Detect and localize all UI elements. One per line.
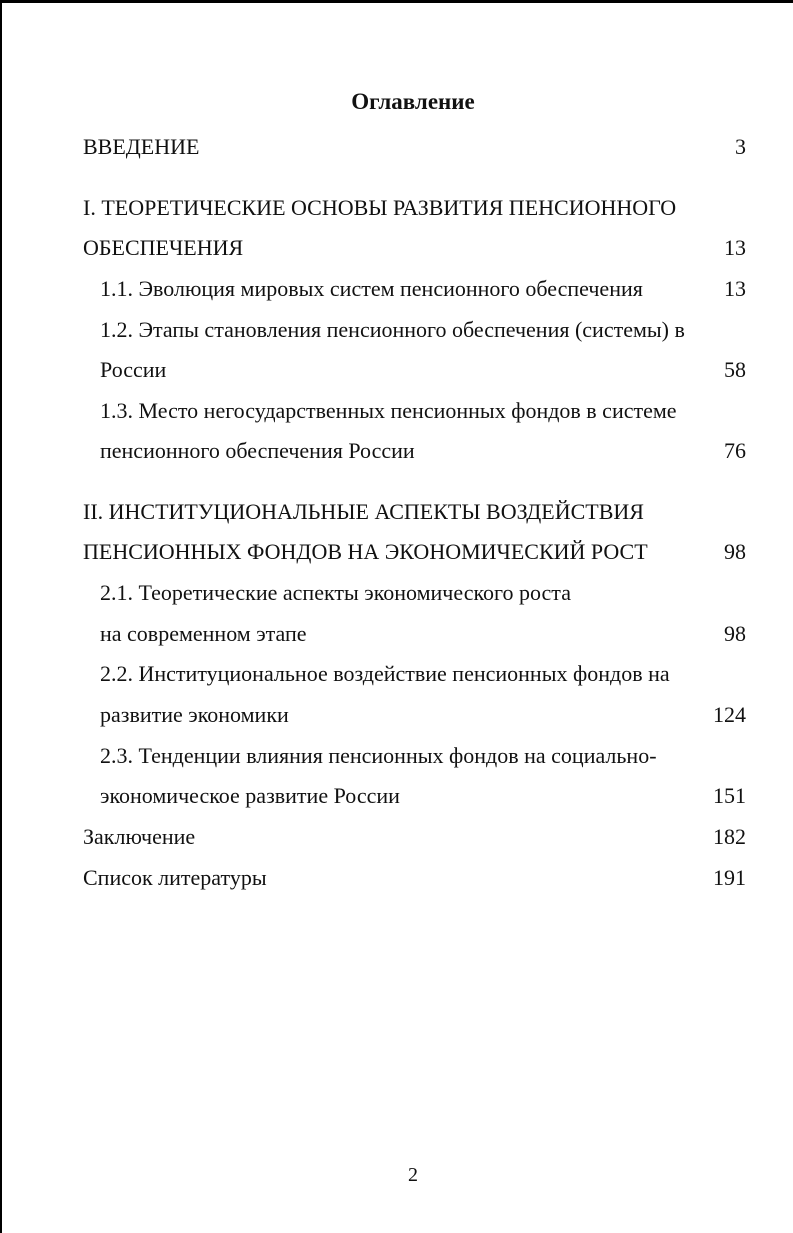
toc-entry-section-2-2-line-2: развитие экономики <box>100 702 289 727</box>
toc-page-conclusion: 182 <box>713 824 746 849</box>
toc-page-section-2-2: 124 <box>713 702 746 727</box>
toc-entry-section-1-3-line-2: пенсионного обеспечения России <box>100 438 415 463</box>
toc-entry-chapter-1-line-2: ОБЕСПЕЧЕНИЯ <box>83 235 244 260</box>
toc-entry-conclusion: Заключение <box>83 824 196 849</box>
toc-page-section-2-3: 151 <box>713 783 746 808</box>
toc-entry-chapter-2-line-1: II. ИНСТИТУЦИОНАЛЬНЫЕ АСПЕКТЫ ВОЗДЕЙСТВИЯ <box>83 499 644 524</box>
page-title: Оглавление <box>351 89 475 114</box>
toc-entry-section-2-3-line-1: 2.3. Тенденции влияния пенсионных фондов на социально- <box>100 743 657 768</box>
toc-page-section-1-2: 58 <box>724 357 746 382</box>
toc-entry-section-2-1-line-2: на современном этапе <box>100 621 307 646</box>
toc-page-section-1-3: 76 <box>724 438 746 463</box>
scan-border-top <box>0 0 793 3</box>
toc-entry-section-2-3-line-2: экономическое развитие России <box>100 783 400 808</box>
page-number: 2 <box>408 1164 418 1186</box>
toc-entry-bibliography: Список литературы <box>83 865 267 890</box>
toc-page-bibliography: 191 <box>713 865 746 890</box>
toc-page-intro: 3 <box>735 134 746 159</box>
toc-entry-section-1-2-line-1: 1.2. Этапы становления пенсионного обеспечения (системы) в <box>100 317 685 342</box>
toc-entry-section-2-2-line-1: 2.2. Институциональное воздействие пенсионных фондов на <box>100 661 670 686</box>
toc-page-section-1-1: 13 <box>724 276 746 301</box>
toc-entry-chapter-2-line-2: ПЕНСИОННЫХ ФОНДОВ НА ЭКОНОМИЧЕСКИЙ РОСТ <box>83 539 648 564</box>
toc-page-chapter-1: 13 <box>724 235 746 260</box>
toc-page-section-2-1: 98 <box>724 621 746 646</box>
toc-page-chapter-2: 98 <box>724 539 746 564</box>
scan-border-left <box>0 0 2 1233</box>
toc-entry-section-1-3-line-1: 1.3. Место негосударственных пенсионных фондов в системе <box>100 398 677 423</box>
toc-entry-section-1-1: 1.1. Эволюция мировых систем пенсионного обеспечения <box>100 276 643 301</box>
toc-entry-intro: ВВЕДЕНИЕ <box>83 134 200 159</box>
toc-entry-chapter-1-line-1: I. ТЕОРЕТИЧЕСКИЕ ОСНОВЫ РАЗВИТИЯ ПЕНСИОННОГО <box>83 195 677 220</box>
toc-entry-section-1-2-line-2: России <box>100 357 167 382</box>
toc-entry-section-2-1-line-1: 2.1. Теоретические аспекты экономического роста <box>100 580 571 605</box>
